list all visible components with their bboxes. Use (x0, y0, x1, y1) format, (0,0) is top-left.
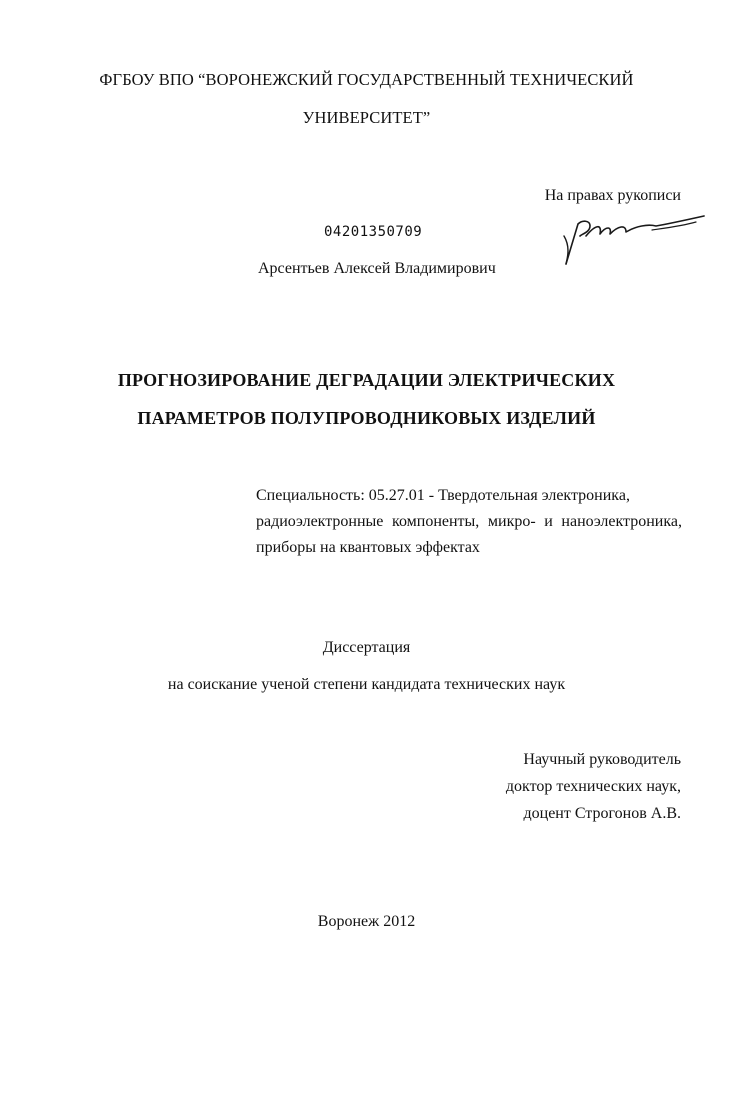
dissertation-title-line-2: ПАРАМЕТРОВ ПОЛУПРОВОДНИКОВЫХ ИЗДЕЛИЙ (137, 408, 596, 428)
organization-line-1: ФГБОУ ВПО “ВОРОНЕЖСКИЙ ГОСУДАРСТВЕННЫЙ ТЕХНИЧЕСКИЙ (99, 70, 634, 89)
manuscript-note: На правах рукописи (544, 187, 681, 204)
author-name: Арсентьев Алексей Владимирович (258, 260, 496, 277)
city-year: Воронеж 2012 (317, 913, 416, 930)
specialty-block (256, 483, 682, 561)
supervisor-block (506, 746, 681, 827)
supervisor-degree: доктор технических наук, (505, 778, 681, 795)
handwritten-signature (556, 206, 716, 270)
specialty-line-3: приборы на квантовых эффектах (256, 539, 480, 556)
work-type: Диссертация (322, 639, 411, 656)
specialty-line-2: радиоэлектронные компоненты, микро- и наноэлектроника, (256, 513, 682, 530)
dissertation-title-line-1: ПРОГНОЗИРОВАНИЕ ДЕГРАДАЦИИ ЭЛЕКТРИЧЕСКИХ (117, 370, 616, 390)
registration-number: 04201350709 (324, 224, 423, 240)
organization-line-2: УНИВЕРСИТЕТ” (302, 108, 431, 127)
degree-line: на соискание ученой степени кандидата технических наук (167, 676, 566, 693)
specialty-line-1: Специальность: 05.27.01 - Твердотельная электроника, (256, 487, 630, 504)
supervisor-label: Научный руководитель (523, 751, 681, 768)
supervisor-name: доцент Строгонов А.В. (523, 805, 681, 822)
